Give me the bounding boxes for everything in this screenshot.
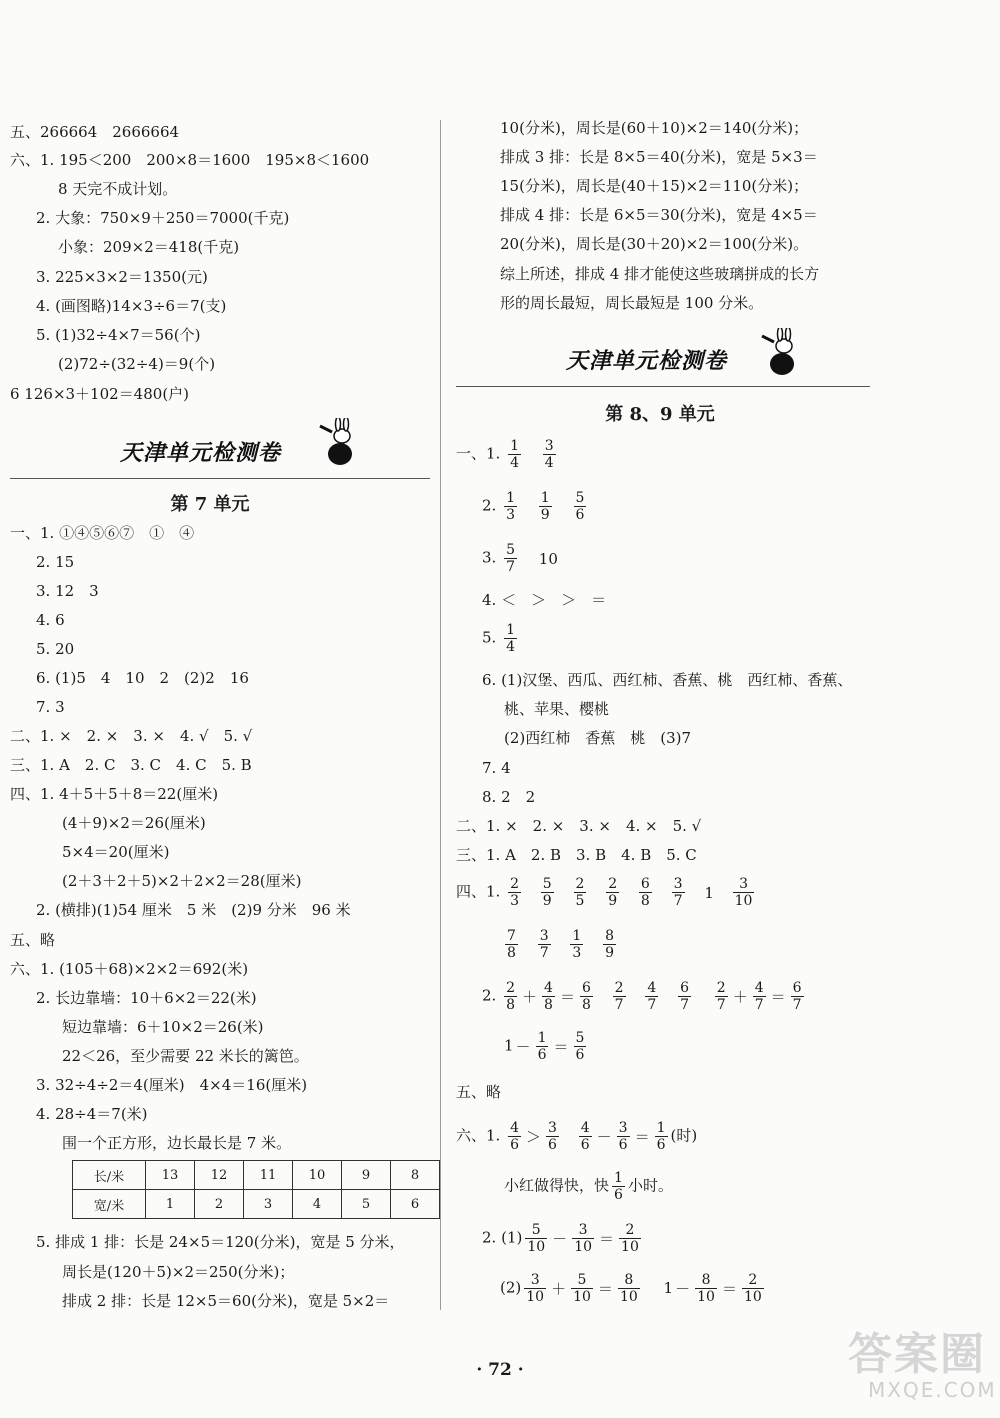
q3: 三、1. A 2. B 3. B 4. B 5. C — [456, 846, 697, 864]
answer-line: 20(分米)，周长是(30＋20)×2＝100(分米)。 — [500, 235, 809, 253]
answer-line: 2. 15 — [36, 553, 75, 571]
table-cell: 长/米 — [73, 1161, 146, 1190]
answer-line: 10(分米)，周长是(60＋10)×2＝140(分米)； — [500, 119, 809, 137]
table-cell: 8 — [391, 1161, 440, 1190]
answer-line: 小象：209×2＝418(千克) — [58, 238, 240, 256]
answer-line: 22＜26，至少需要 22 米长的篱笆。 — [62, 1047, 309, 1065]
answer-line: 短边靠墙：6＋10×2＝26(米) — [62, 1018, 264, 1036]
q1-6c: (2)西红柿 香蕉 桃 (3)7 — [504, 729, 692, 747]
q4-2: 2. $\frac{2}{8}$ ＋ $\frac{4}{8}$ ＝ $\frac{6}{8}$ $\frac{2}{7}$ $\frac{4}{7}$ $\frac{6}{7}$ $\frac{2}{7}$ ＋ $\frac{4}{7}$ ＝ $\frac{6}{7}$ — [482, 980, 802, 1013]
table-cell: 6 — [391, 1190, 440, 1219]
answer-line: 8 天完不成计划。 — [58, 180, 178, 198]
answer-line: 4. (画图略)14×3÷6＝7(支) — [36, 297, 227, 315]
q1-7: 7. 4 — [482, 759, 511, 777]
answer-line: 五、266664 2666664 — [10, 123, 180, 141]
answer-line: 5. (1)32÷4×7＝56(个) — [36, 326, 201, 344]
answer-line: 二、1. × 2. × 3. × 4. √ 5. √ — [10, 727, 253, 745]
right-banner-rule — [456, 386, 870, 387]
answer-line: 6. (1)5 4 10 2 (2)2 16 — [36, 669, 249, 687]
watermark-url: MXQE.COM — [868, 1378, 997, 1402]
table-cell: 11 — [244, 1161, 293, 1190]
rabbit-mascot-icon — [760, 328, 802, 378]
q1-2: 2. $\frac{1}{3}$ $\frac{1}{9}$ $\frac{5}{6}$ — [482, 490, 585, 523]
answer-line: 综上所述，排成 4 排才能使这些玻璃拼成的长方 — [500, 265, 820, 283]
left-banner-rule — [10, 478, 430, 479]
q6-note: 小红做得快，快 $\frac{1}{6}$ 小时。 — [504, 1170, 673, 1203]
answer-line: 五、略 — [10, 931, 56, 949]
q6-1: 六、1. $\frac{4}{6}$ ＞ $\frac{3}{6}$ $\frac{4}{6}$ － $\frac{3}{6}$ ＝ $\frac{1}{6}$ (时) — [456, 1120, 698, 1153]
q1-1: 一、1. $\frac{1}{4}$ $\frac{3}{4}$ — [456, 438, 554, 471]
answer-line: 7. 3 — [36, 698, 65, 716]
page-number: · 72 · — [476, 1360, 524, 1380]
answer-line: 4. 6 — [36, 611, 65, 629]
table-cell: 3 — [244, 1190, 293, 1219]
answer-line: 一、1. ①④⑤⑥⑦ ① ④ — [10, 524, 195, 542]
table-cell: 5 — [342, 1190, 391, 1219]
rabbit-mascot-icon — [318, 418, 360, 468]
answer-line: 6 126×3＋102＝480(户) — [10, 385, 190, 403]
unit89-title: 第 8、9 单元 — [605, 404, 715, 425]
answer-line: 15(分米)，周长是(40＋15)×2＝110(分米)； — [500, 177, 809, 195]
table-cell: 12 — [195, 1161, 244, 1190]
answer-line: 2. 长边靠墙：10＋6×2＝22(米) — [36, 989, 257, 1007]
table-cell: 2 — [195, 1190, 244, 1219]
answer-line: 六、1. (105＋68)×2×2＝692(米) — [10, 960, 249, 978]
answer-line: (4＋9)×2＝26(厘米) — [62, 814, 206, 832]
q1-5: 5. $\frac{1}{4}$ — [482, 622, 516, 655]
table-row — [73, 1190, 440, 1219]
answer-line: 3. 12 3 — [36, 582, 99, 600]
table-cell: 4 — [293, 1190, 342, 1219]
answer-line: 排成 3 排：长是 8×5＝40(分米)，宽是 5×3＝ — [500, 148, 818, 166]
q6-2-1: 2. (1) $\frac{5}{10}$ － $\frac{3}{10}$ ＝ $\frac{2}{10}$ — [482, 1222, 639, 1255]
left-banner: 天津单元检测卷 — [120, 441, 282, 466]
q1-8: 8. 2 2 — [482, 788, 536, 806]
q2: 二、1. × 2. × 3. × 4. × 5. √ — [456, 817, 702, 835]
right-banner: 天津单元检测卷 — [566, 349, 728, 374]
answer-line: 2. 大象：750×9＋250＝7000(千克) — [36, 209, 290, 227]
answer-line: (2＋3＋2＋5)×2＋2×2＝28(厘米) — [62, 872, 302, 890]
q1-6a: 6. (1)汉堡、西瓜、西红柿、香蕉、桃 西红柿、香蕉、 — [482, 671, 853, 689]
table-cell: 1 — [146, 1190, 195, 1219]
q1-4: 4. ＜ ＞ ＞ ＝ — [482, 591, 607, 609]
answer-line: (2)72÷(32÷4)＝9(个) — [58, 355, 216, 373]
answer-line: 排成 4 排：长是 6×5＝30(分米)，宽是 4×5＝ — [500, 206, 818, 224]
q1-6b: 桃、苹果、樱桃 — [504, 700, 610, 718]
fraction: $\frac{1}{4}$ — [510, 438, 520, 471]
answer-line: 六、1. 195＜200 200×8＝1600 195×8＜1600 — [10, 151, 370, 169]
q5: 五、略 — [456, 1083, 502, 1101]
answer-line: 周长是(120＋5)×2＝250(分米)； — [62, 1263, 295, 1281]
answer-line: 三、1. A 2. C 3. C 4. C 5. B — [10, 756, 252, 774]
table-row — [73, 1161, 440, 1190]
answer-line: 围一个正方形，边长最长是 7 米。 — [62, 1134, 292, 1152]
fraction: $\frac{3}{4}$ — [544, 438, 554, 471]
answer-line: 3. 225×3×2＝1350(元) — [36, 268, 208, 286]
unit7-title: 第 7 单元 — [170, 494, 250, 515]
answer-line: 2. (横排)(1)54 厘米 5 米 (2)9 分米 96 米 — [36, 901, 351, 919]
answer-line: 4. 28÷4＝7(米) — [36, 1105, 148, 1123]
q4-row1: 四、1. $\frac{2}{3}$ $\frac{5}{9}$ $\frac{2}{5}$ $\frac{2}{9}$ $\frac{6}{8}$ $\frac{3}{7}$ 1 $\frac{3}{10}$ — [456, 876, 753, 909]
q6-2-2: (2) $\frac{3}{10}$ ＋ $\frac{5}{10}$ ＝ $\frac{8}{10}$ 1 － $\frac{8}{10}$ ＝ $\frac{2}{10}$ — [500, 1272, 762, 1305]
answer-line: 5. 排成 1 排：长是 24×5＝120(分米)，宽是 5 分米， — [36, 1233, 405, 1251]
answer-line: 5×4＝20(厘米) — [62, 843, 170, 861]
q4-row2: $\frac{7}{8}$ $\frac{3}{7}$ $\frac{1}{3}$ $\frac{8}{9}$ — [507, 928, 615, 961]
column-divider — [440, 120, 441, 1310]
length-width-table — [72, 1160, 440, 1219]
table-cell: 宽/米 — [73, 1190, 146, 1219]
q1-3: 3. $\frac{5}{7}$ 10 — [482, 542, 558, 575]
table-cell: 9 — [342, 1161, 391, 1190]
answer-line: 排成 2 排：长是 12×5＝60(分米)，宽是 5×2＝ — [62, 1292, 390, 1310]
table-cell: 10 — [293, 1161, 342, 1190]
table-cell: 13 — [146, 1161, 195, 1190]
answer-line: 5. 20 — [36, 640, 75, 658]
answer-line: 3. 32÷4÷2＝4(厘米) 4×4＝16(厘米) — [36, 1076, 308, 1094]
q4-2b: 1 － $\frac{1}{6}$ ＝ $\frac{5}{6}$ — [504, 1030, 585, 1063]
answer-line: 四、1. 4＋5＋5＋8＝22(厘米) — [10, 785, 219, 803]
watermark-logo: 答案圈 — [848, 1329, 986, 1380]
answer-line: 形的周长最短，周长最短是 100 分米。 — [500, 294, 764, 312]
